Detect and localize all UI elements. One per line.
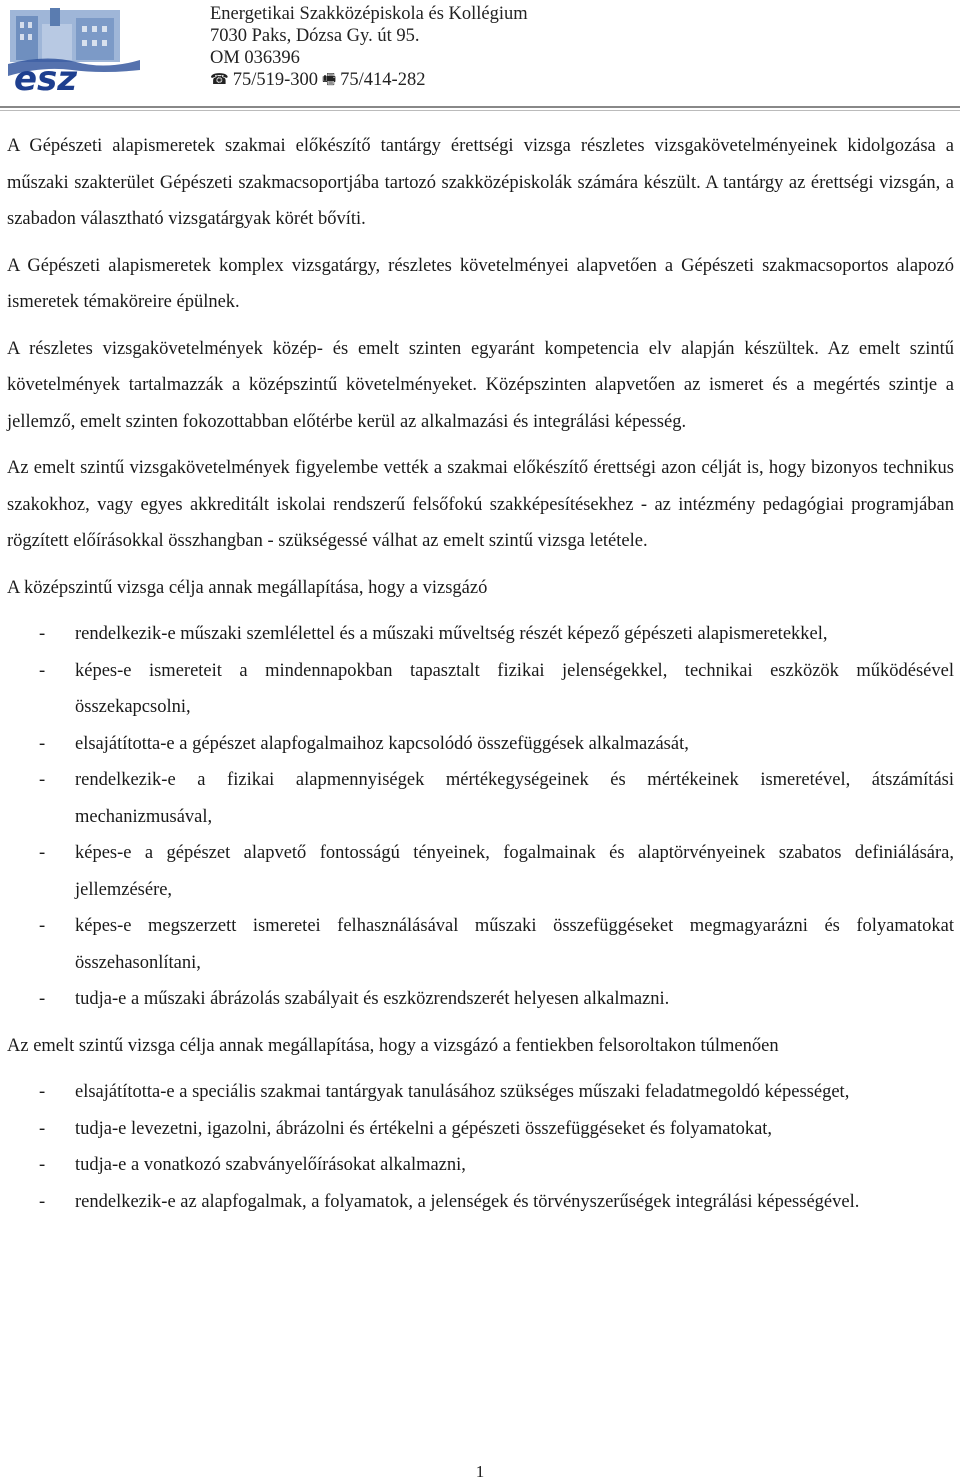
list-item: - tudja-e a műszaki ábrázolás szabályait és eszközrendszerét helyesen alkalmazni. xyxy=(39,989,670,1009)
fax-icon: 🖷 xyxy=(322,71,337,88)
contact-line xyxy=(210,69,528,91)
page-header xyxy=(0,0,960,108)
school-address: 7030 Paks, Dózsa Gy. út 95. xyxy=(210,26,420,46)
document-body xyxy=(7,128,954,1230)
paragraph-mid-level-intro: A középszintű vizsga célja annak megállapítása, hogy a vizsgázó xyxy=(7,577,488,598)
list-item: - képes-e megszerzett ismeretei felhasználásával műszaki összefüggéseket megmagyarázni és folyamatokat összehasonlítani, xyxy=(39,916,954,973)
fax-number: 75/414-282 xyxy=(340,70,426,90)
paragraph-levels: A részletes vizsgakövetelmények közép- és emelt szinten egyaránt kompetencia elv alapján készültek. Az emelt szintű követelmények tartalmazzák a középszintű követelményeket. Középszinten alapvetően az ismeret és a megértés szintje a jellemző, emelt szinten fokozottabban előtérbe kerül az alkalmazási és integrálási képesség. xyxy=(7,338,954,432)
paragraph-advanced-goal: Az emelt szintű vizsgakövetelmények figyelembe vették a szakmai előkészítő érettségi azon célját is, hogy bizonyos technikus szakokhoz, vagy egyes akkreditált iskolai rendszerű felsőfokú szakképesítésekhez - az intézmény pedagógiai programjában rögzített előírásokkal összhangban - szükségessé válhat az emelt szintű vizsga letétele. xyxy=(7,458,954,551)
paragraph-intro: A Gépészeti alapismeretek szakmai előkészítő tantárgy érettségi vizsga részletes vizsgakövetelményeinek kidolgozása a műszaki szakterület Gépészeti szakmacsoportjába tartozó szakközépiskolák számára készült. A tantárgy az érettségi vizsgán, a szabadon választható vizsgatárgyak körét bővíti. xyxy=(7,136,954,229)
list-item: - képes-e ismereteit a mindennapokban tapasztalt fizikai jelenségekkel, technikai eszközök működésével összekapcsolni, xyxy=(39,660,954,717)
phone-number: 75/519-300 xyxy=(232,70,318,90)
list-item: - tudja-e levezetni, igazolni, ábrázolni és értékelni a gépészeti összefüggéseket és folyamatokat, xyxy=(39,1118,773,1139)
list-item: - elsajátította-e a speciális szakmai tantárgyak tanulásához szükséges műszaki feladatmegoldó képességet, xyxy=(39,1082,850,1102)
list-item: - rendelkezik-e a fizikai alapmennyiségek mértékegységeinek és mértékeinek ismeretével, átszámítási mechanizmusával, xyxy=(39,770,954,827)
list-item: - tudja-e a vonatkozó szabványelőírásokat alkalmazni, xyxy=(39,1155,466,1175)
list-item: - képes-e a gépészet alapvető fontosságú tényeinek, fogalmainak és alaptörvényeinek szabatos definiálására, jellemzésére, xyxy=(39,843,954,900)
list-item: - rendelkezik-e műszaki szemlélettel és a műszaki műveltség részét képező gépészeti alapismeretekkel, xyxy=(39,624,828,644)
header-divider-thin xyxy=(0,110,960,111)
paragraph-advanced-intro: Az emelt szintű vizsga célja annak megállapítása, hogy a vizsgázó a fentiekben felsoroltakon túlmenően xyxy=(7,1035,779,1056)
list-item: - elsajátította-e a gépészet alapfogalmaihoz kapcsolódó összefüggések alkalmazását, xyxy=(39,733,689,754)
school-info xyxy=(210,3,528,91)
mid-level-list xyxy=(7,616,954,1018)
page-number: 1 xyxy=(475,1462,485,1481)
school-om: OM 036396 xyxy=(210,48,300,68)
header-divider xyxy=(0,106,960,108)
telephone-icon: ☎ xyxy=(210,71,229,88)
school-logo xyxy=(6,4,142,94)
paragraph-requirements: A Gépészeti alapismeretek komplex vizsgatárgy, részletes követelményei alapvetően a Gépészeti szakmacsoportos alapozó ismeretek témaköreire épülnek. xyxy=(7,255,954,312)
list-item: - rendelkezik-e az alapfogalmak, a folyamatok, a jelenségek és törvényszerűségek integrálási képességével. xyxy=(39,1191,860,1212)
advanced-level-list xyxy=(7,1074,954,1220)
svg-text:esz: esz xyxy=(14,59,78,94)
school-name: Energetikai Szakközépiskola és Kollégium xyxy=(210,4,528,24)
